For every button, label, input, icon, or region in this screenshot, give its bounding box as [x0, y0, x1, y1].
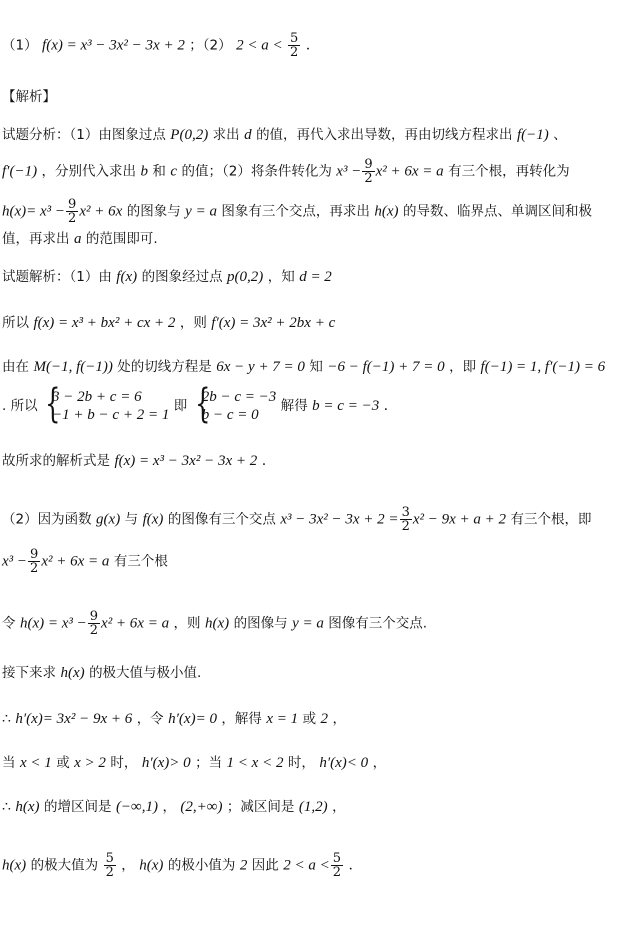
- text-run: 所以: [2, 315, 29, 331]
- answer-end: .: [305, 37, 311, 54]
- text-run: p(0,2): [227, 269, 264, 285]
- text-run: h(x): [139, 857, 164, 874]
- text-run: .: [348, 857, 353, 874]
- text-run: 的值；（2）将条件转化为: [181, 163, 332, 180]
- text-run: 2: [364, 171, 373, 186]
- text-run: 2: [401, 519, 410, 534]
- text-run: f(−1): [517, 127, 549, 143]
- text-run: 的值，再代入求出导数，再由切线方程求出: [256, 127, 513, 143]
- fraction-9-2: [28, 548, 40, 575]
- text-run: 知: [309, 359, 323, 375]
- text-run: 的图象与: [126, 203, 181, 220]
- text-run: y = a: [185, 203, 217, 220]
- text-run: 的增区间是: [43, 799, 112, 815]
- text-run: b − c = 0: [201, 407, 259, 423]
- text-run: { 3 − 2b + c = 6: [52, 389, 142, 405]
- text-run: x² + 6x = a: [375, 163, 444, 180]
- text-run: h′(x)= 0: [168, 711, 217, 727]
- text-run: ，: [121, 857, 135, 874]
- text-run: x < 1: [19, 755, 52, 771]
- text-run: h(x) = x³ −: [19, 615, 87, 632]
- text-run: 有三个根: [113, 553, 168, 570]
- text-run: x² + 6x: [79, 203, 123, 220]
- text-run: f(x) = x³ − 3x² − 3x + 2: [114, 453, 258, 469]
- text-run: 2: [89, 623, 99, 638]
- text-run: { 2b − c = −3: [201, 389, 277, 405]
- answer-fraction: [288, 32, 300, 59]
- text-run: 或: [302, 711, 317, 727]
- text-run: 6x − y + 7 = 0: [216, 359, 305, 375]
- text-run: 的图像与: [233, 615, 288, 632]
- text-run: 5: [332, 851, 341, 866]
- text-run: 2: [332, 865, 341, 880]
- answer-formula: f(x) = x³ − 3x² − 3x + 2: [42, 37, 185, 54]
- text-run: 当: [2, 755, 16, 771]
- text-run: 的范围即可.: [85, 231, 158, 247]
- text-run: 有三个根，即: [510, 511, 592, 528]
- text-run: f(x) = x³ + bx² + cx + 2: [33, 315, 176, 331]
- text-run: d: [244, 127, 252, 143]
- text-run: ∴: [2, 799, 11, 815]
- text-run: 的极大值与极小值.: [89, 665, 202, 681]
- text-run: x³ −: [2, 553, 28, 570]
- text-run: 5: [105, 851, 114, 866]
- text-run: 令: [2, 615, 16, 632]
- answer-part1: （1）: [2, 37, 38, 54]
- text-run: h(x)= x³ −: [2, 203, 66, 220]
- fraction-9-2: [88, 610, 100, 637]
- text-run: h(x): [205, 615, 230, 632]
- analysis-line-1: [2, 126, 567, 144]
- text-run: (−∞,1): [115, 799, 158, 815]
- text-run: 2 < a <: [283, 857, 330, 874]
- text-run: 图象有三个交点，再求出: [221, 203, 370, 220]
- text-run: 的图像有三个交点: [167, 511, 276, 528]
- answer-sep: ；（2）: [189, 37, 232, 54]
- text-run: ，: [332, 799, 346, 815]
- text-run: a: [73, 231, 82, 247]
- text-run: 2: [30, 561, 39, 576]
- fraction-9-2: [66, 198, 78, 225]
- text-run: −1 + b − c + 2 = 1: [52, 407, 170, 423]
- text-run: ，知: [267, 269, 295, 285]
- solution-line-5: [2, 452, 266, 470]
- text-run: x² + 6x = a: [101, 615, 170, 632]
- text-run: x² + 6x = a: [41, 553, 110, 570]
- text-run: f′(x) = 3x² + 2bx + c: [211, 315, 336, 331]
- analysis-line-2: [2, 158, 570, 185]
- text-run: 3: [401, 505, 410, 520]
- text-run: ∴: [2, 711, 11, 727]
- text-run: 图像有三个交点.: [328, 615, 428, 632]
- analysis-line-3: [2, 198, 592, 225]
- text-run: 与: [124, 511, 139, 528]
- text-run: 时，: [287, 755, 315, 771]
- text-run: M(−1, f(−1)): [33, 359, 113, 375]
- solution-line-13: [2, 852, 353, 879]
- text-run: 的极小值为: [167, 857, 236, 874]
- text-run: 处的切线方程是: [117, 359, 212, 375]
- fraction-9-2: [362, 158, 374, 185]
- text-run: x² − 9x + a + 2: [412, 511, 507, 528]
- text-run: h(x): [374, 203, 399, 220]
- text-run: ，: [372, 755, 387, 771]
- text-run: .: [261, 453, 267, 469]
- text-run: ，令: [136, 711, 164, 727]
- text-run: 接下来求: [2, 665, 56, 681]
- text-run: 的导数、临界点、单调区间和极: [402, 203, 592, 220]
- text-run: . 所以: [2, 398, 38, 414]
- text-run: b = c = −3: [312, 398, 380, 414]
- analysis-line-4: [2, 230, 158, 248]
- text-run: h(x): [60, 665, 85, 681]
- text-run: f(−1) = 1, f′(−1) = 6: [480, 359, 606, 375]
- text-run: g(x): [96, 511, 121, 528]
- text-run: ，解得: [221, 711, 262, 727]
- fraction-5-2: [104, 852, 116, 879]
- text-run: 即: [173, 398, 188, 414]
- equation-system-2: [192, 388, 277, 424]
- text-run: (2,+∞): [180, 799, 223, 815]
- text-run: .: [383, 398, 389, 414]
- text-run: ，分别代入求出: [41, 163, 137, 180]
- text-run: h′(x)= 3x² − 9x + 6: [15, 711, 133, 727]
- text-run: x³ −: [336, 163, 362, 180]
- solution-line-8: [2, 610, 427, 637]
- text-run: ，: [162, 799, 176, 815]
- text-run: 、: [553, 127, 567, 143]
- text-run: 有三个根，再转化为: [448, 163, 570, 180]
- text-run: x = 1: [266, 711, 299, 727]
- text-run: b: [140, 163, 148, 180]
- answer-line: [2, 32, 310, 59]
- equation-system-1: [42, 388, 169, 424]
- text-run: f(x): [142, 511, 164, 528]
- text-run: 1 < x < 2: [226, 755, 284, 771]
- text-run: 和: [152, 163, 166, 180]
- text-run: ；减区间是: [226, 799, 295, 815]
- solution-line-11: [2, 754, 386, 772]
- text-run: 或: [56, 755, 70, 771]
- text-run: P(0,2): [170, 127, 209, 143]
- text-run: d = 2: [299, 269, 332, 285]
- solution-line-12: [2, 798, 346, 816]
- text-run: 9: [30, 547, 39, 562]
- text-run: h(x): [2, 857, 27, 874]
- solution-line-10: [2, 710, 346, 728]
- text-run: 5: [290, 31, 299, 46]
- text-run: f′(−1): [2, 163, 38, 180]
- text-run: h′(x)> 0: [141, 755, 191, 771]
- text-run: ，即: [449, 359, 477, 375]
- solution-line-3: [2, 358, 605, 376]
- text-run: −6 − f(−1) + 7 = 0: [327, 359, 445, 375]
- answer-ineq: 2 < a <: [236, 37, 283, 54]
- text-run: 9: [89, 609, 99, 624]
- solution-line-9: [2, 664, 201, 682]
- text-run: 求出: [212, 127, 240, 143]
- text-run: h′(x)< 0: [319, 755, 369, 771]
- section-header: 【解析】: [2, 89, 56, 105]
- text-run: 2: [239, 857, 248, 874]
- text-run: 2: [68, 211, 77, 226]
- text-run: ；当: [195, 755, 223, 771]
- text-run: 时，: [110, 755, 138, 771]
- text-run: x > 2: [74, 755, 106, 771]
- fraction-3-2: [400, 506, 412, 533]
- solution-line-7: [2, 548, 168, 575]
- text-run: h(x): [15, 799, 40, 815]
- text-run: ，: [332, 711, 346, 727]
- text-run: (1,2): [298, 799, 328, 815]
- text-run: 试题解析：（1）由: [2, 269, 112, 285]
- text-run: x³ − 3x² − 3x + 2 =: [280, 511, 399, 528]
- solution-line-1: [2, 268, 332, 286]
- text-run: 的图象经过点: [141, 269, 223, 285]
- text-run: 试题分析：（1）由图象过点: [2, 127, 166, 143]
- text-run: 的极大值为: [30, 857, 99, 874]
- text-run: 9: [68, 197, 77, 212]
- text-run: ，则: [179, 315, 207, 331]
- text-run: 2: [320, 711, 329, 727]
- text-run: 因此: [251, 857, 279, 874]
- text-run: 9: [364, 157, 373, 172]
- fraction-5-2: [331, 852, 343, 879]
- text-run: y = a: [292, 615, 324, 632]
- solution-line-6: [2, 506, 591, 533]
- text-run: 故所求的解析式是: [2, 453, 110, 469]
- text-run: ，则: [173, 615, 201, 632]
- text-run: c: [170, 163, 178, 180]
- text-run: 解得: [280, 398, 308, 414]
- text-run: 由在: [2, 359, 29, 375]
- solution-line-2: [2, 314, 335, 332]
- solution-line-4: [2, 388, 388, 424]
- text-run: 值，再求出: [2, 231, 70, 247]
- text-run: 2: [105, 865, 114, 880]
- text-run: 2: [290, 45, 299, 60]
- text-run: （2）因为函数: [2, 511, 92, 528]
- text-run: f(x): [116, 269, 138, 285]
